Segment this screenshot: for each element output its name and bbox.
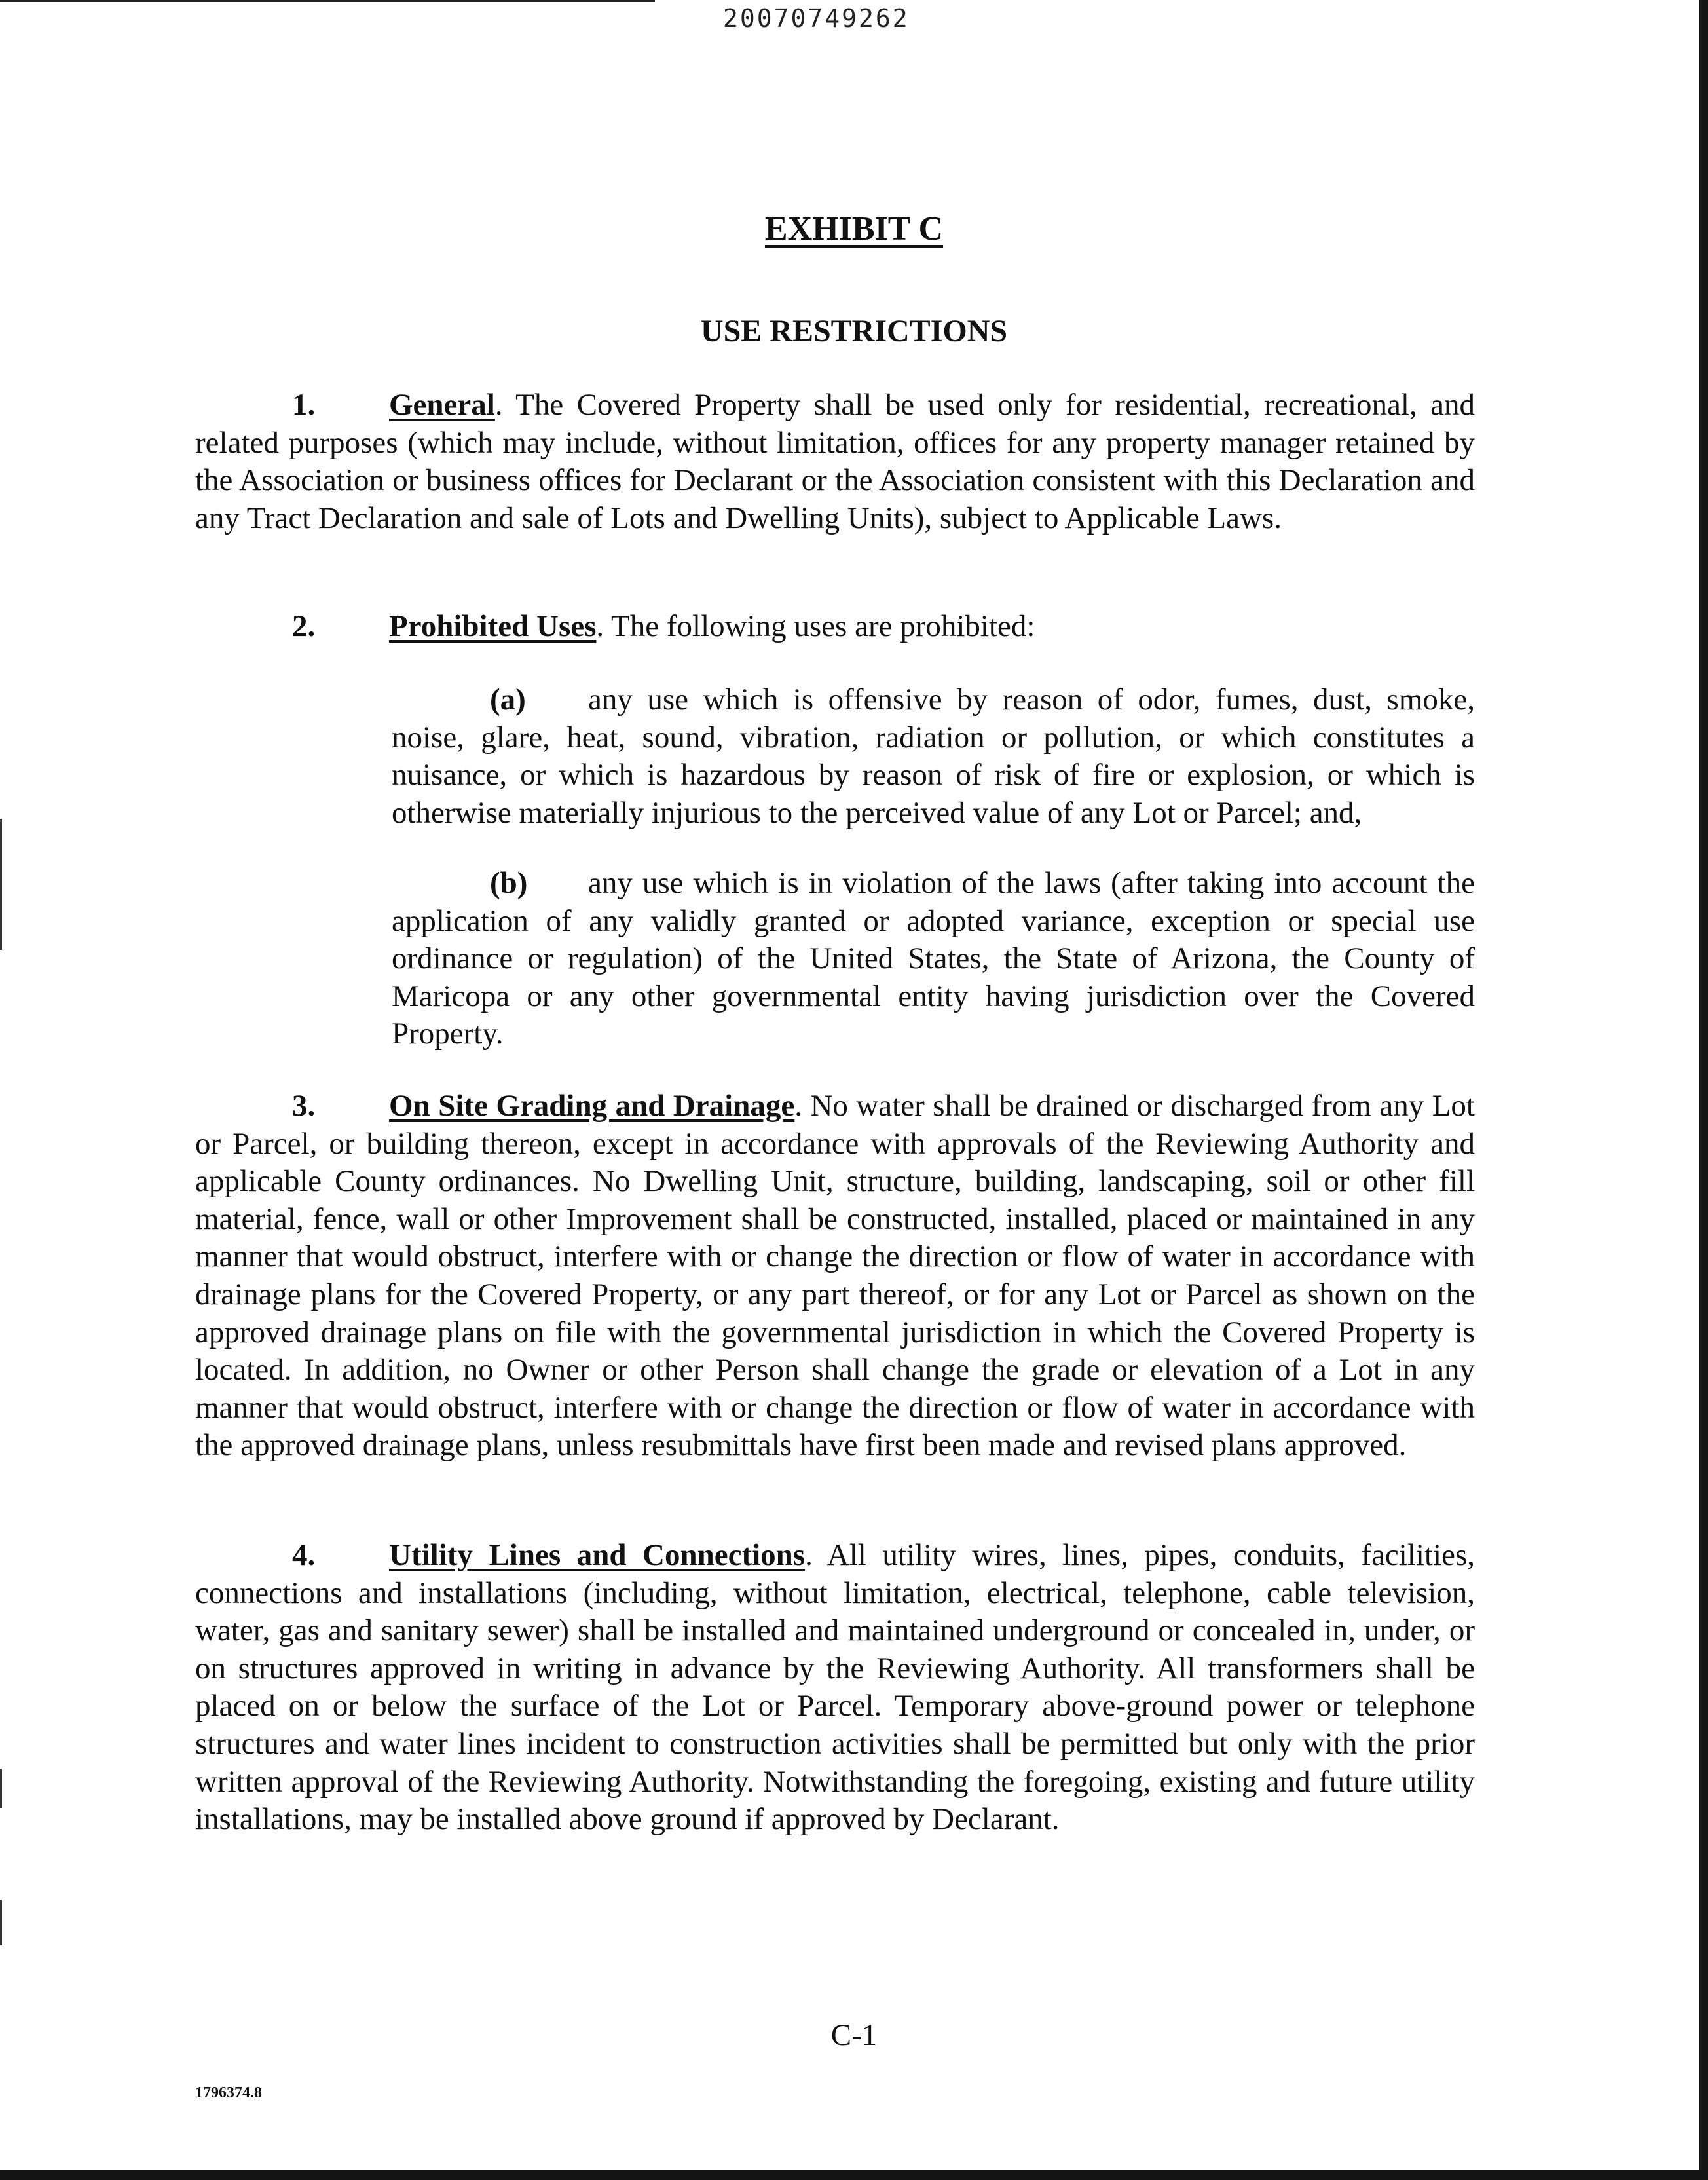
- section-heading: On Site Grading and Drainage: [389, 1089, 795, 1123]
- section-number: 4.: [292, 1538, 316, 1572]
- scan-top-line: [0, 0, 655, 2]
- heading-suffix: .: [805, 1538, 813, 1572]
- scan-bottom-edge: [0, 2170, 1708, 2180]
- subsection-text: any use which is offensive by reason of odor, fumes, dust, smoke, noise, glare, heat, sound, vibration, radiation or pollution, or which constitutes a nuisance, or which is hazardous by reason of risk of fire or explosion, or which is otherwise materially injurious to the perceived value of any Lot or Parcel; and,: [392, 683, 1475, 830]
- section-number: 1.: [292, 388, 316, 422]
- page-number: C-1: [830, 2018, 878, 2052]
- document-number: 20070749262: [723, 4, 910, 33]
- subsection-label: (a): [490, 683, 526, 717]
- heading-suffix: .: [596, 609, 604, 643]
- section-general: [195, 386, 1475, 537]
- section-number: 2.: [292, 609, 316, 643]
- heading-suffix: .: [794, 1089, 802, 1123]
- section-title: USE RESTRICTIONS: [700, 314, 1008, 348]
- heading-suffix: .: [494, 388, 503, 422]
- section-text: The following uses are prohibited:: [604, 609, 1035, 643]
- section-heading: General: [389, 388, 495, 422]
- subsection-a: [392, 681, 1475, 832]
- exhibit-title: EXHIBIT C: [764, 210, 944, 248]
- section-text: All utility wires, lines, pipes, conduits, facilities, connections and installations (including, without limitation, electrical, telephone, cable television, water, gas and sanitary sewer) shall be installed and maintained underground or concealed in, under, or on structures approved in writing in advance by the Reviewing Authority. All transformers shall be placed on or below the surface of the Lot or Parcel. Temporary above-ground power or telephone structures and water lines incident to construction activities shall be permitted but only with the prior written approval of the Reviewing Authority. Notwithstanding the foregoing, existing and future utility installations, may be installed above ground if approved by Declarant.: [195, 1538, 1475, 1837]
- footer-doc-code: 1796374.8: [195, 2084, 262, 2101]
- scan-left-mark: [0, 819, 2, 950]
- scan-left-mark: [0, 1769, 2, 1808]
- section-heading: Utility Lines and Connections: [389, 1538, 806, 1572]
- section-heading: Prohibited Uses: [389, 609, 597, 643]
- section-grading-drainage: [195, 1087, 1475, 1465]
- section-number: 3.: [292, 1089, 316, 1123]
- section-text: The Covered Property shall be used only for residential, recreational, and related purposes (which may include, without limitation, offices for any property manager retained by the Association or business offices for Declarant or the Association consistent with this Declaration and any Tract Declaration and sale of Lots and Dwelling Units), subject to Applicable Laws.: [195, 388, 1475, 535]
- subsection-text: any use which is in violation of the laws (after taking into account the application of any validly granted or adopted variance, exception or special use ordinance or regulation) of the United States, the State of Arizona, the County of Maricopa or any other governmental entity having jurisdiction over the Covered Property.: [392, 866, 1475, 1051]
- scan-left-mark: [0, 1900, 2, 1945]
- subsection-b: [392, 865, 1475, 1053]
- section-utility-lines: [195, 1537, 1475, 1839]
- section-prohibited-uses: [195, 608, 1475, 646]
- section-text: No water shall be drained or discharged from any Lot or Parcel, or building thereon, except in accordance with approvals of the Reviewing Authority and applicable County ordinances. No Dwelling Unit, structure, building, landscaping, soil or other fill material, fence, wall or other Improvement shall be constructed, installed, placed or maintained in any manner that would obstruct, interfere with or change the direction or flow of water in accordance with drainage plans for the Covered Property, or any part thereof, or for any Lot or Parcel as shown on the approved drainage plans on file with the governmental jurisdiction in which the Covered Property is located. In addition, no Owner or other Person shall change the grade or elevation of a Lot in any manner that would obstruct, interfere with or change the direction or flow of water in accordance with the approved drainage plans, unless resubmittals have first been made and revised plans approved.: [195, 1089, 1475, 1463]
- subsection-label: (b): [490, 866, 528, 900]
